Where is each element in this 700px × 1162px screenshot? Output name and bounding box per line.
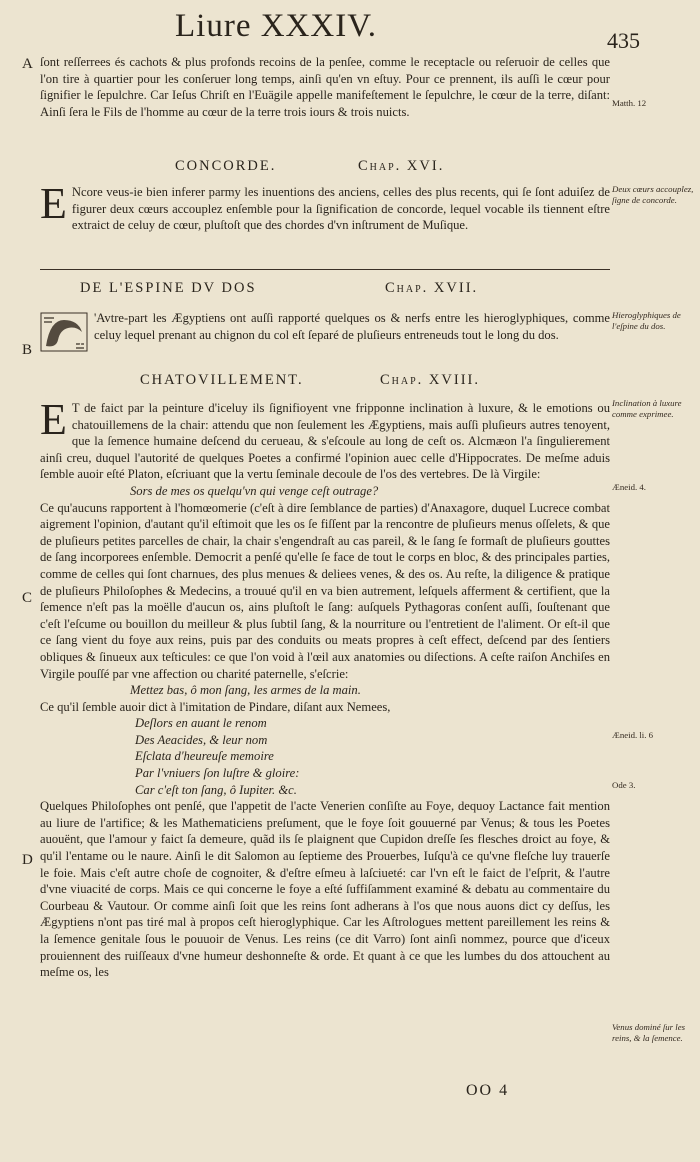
ornamental-letter: L <box>70 330 83 350</box>
section-letter-b: B <box>22 342 33 358</box>
book-title: Liure XXXIV. <box>175 8 378 44</box>
verse-line: Car c'eſt ton ſang, ô Iupiter. &c. <box>135 782 297 797</box>
margin-note-hieroglyphiques: Hieroglyphiques de l'eſpine du dos. <box>612 310 681 331</box>
signature-mark: OO 4 <box>466 1082 510 1099</box>
margin-note-concorde: Deux cœurs accouplez, ſigne de concorde. <box>612 184 694 205</box>
chapter-text-xviii <box>40 395 610 981</box>
margin-note-ode3: Ode 3. <box>612 780 636 790</box>
section-letter-d: D <box>22 852 33 868</box>
dropcap: E <box>40 179 67 228</box>
chapter-number: Chap. XVIII. <box>380 372 480 388</box>
page-number: 435 <box>607 28 640 53</box>
chapter-heading-xvi <box>40 158 610 180</box>
verse-line: Eſclata d'heureuſe memoire <box>135 749 274 764</box>
margin-note-aeneid6: Æneid. li. 6 <box>612 730 654 740</box>
chapter-number: Chap. XVII. <box>385 280 479 296</box>
chapter-paragraph: Ncore veus-ie bien inferer parmy les inuentions des anciens, celles des plus recents, qui ſe ſont aduiſez de figurer deux cœurs accouplez enſemble pour la ſignification de concorde, lequel vocable ils tiennent eſtre extraict de celuy de cœur, pluſtoſt que des chordes d'vn inſtrument de Muſique. <box>71 185 610 233</box>
chapter-number: Chap. XVI. <box>358 158 445 174</box>
chapter-paragraph-1: T de faict par la peinture d'iceluy ils ſignifioyent vne fripponne inclination à luxure, & le emotions ou chatouillemens de la chair: attendu que non ſeulement les Ægyptiens, mais auſſi pluſieurs autres tenoyent, que la ſemence humaine deſcend du cerueau, & s'eſcoule au long de ceſt os. Alcmæon l'a ſingulierement ainſi creu, duquel l'autorité de quelques Poetes a confirmé l'opinion auec celle d'Hippocrates. De meſme aduis ſemble auoir eſté Platon, eſcriuant que la vertu ſeminale decoule de l'os des vertebres. De là Virgile: <box>40 401 610 482</box>
verse-line: Sors de mes os quelqu'vn qui venge ceſt outrage? <box>130 483 379 498</box>
chapter-heading-xviii <box>40 372 610 394</box>
chapter-heading-xvii <box>40 280 610 302</box>
verse-line: Des Aeacides, & leur nom <box>135 732 268 747</box>
verse-line: Par l'vniuers ſon luſtre & gloire: <box>135 766 300 781</box>
section-rule <box>40 269 610 270</box>
margin-note-matth: Matth. 12 <box>612 98 647 108</box>
chapter-text-xvii <box>40 310 610 352</box>
section-letter-a: A <box>22 56 33 72</box>
chapter-paragraph-4: Quelques Philoſophes ont penſé, que l'appetit de l'acte Venerien conſiſte au Foye, dequoy Lactance fait mention au liure de l'artifice; & les Mathematiciens preſument, que le foye ſoit gouuerné par Venus; & tous les Poetes auouënt, que l'amour y faict ſa demeure, quãd ils ſe plaignent que Cupidon dreſſe ſes flesches droict au foye, & qu'il l'entame ou le naure. Ainſi le dit Salomon au ſeptieme des Prouerbes, Iuſqu'à ce qu'vne fleſche luy trauerſe le foie. Mais c'eſt autre choſe de cognoiter, & d'eſtre eſmeu à laſciueté: car l'vn eſt le faict de l'eſprit, & l'autre d'vne viuacité de corps. Mais ce qui concerne le foye a eſté ſuffiſamment examiné & debatu au commentaire du Courbeau & Vautour. Or comme ainſi ſoit que les reins ſont adherans à l'os que nous auons dict cy deſſus, les Ægyptiens n'ont pas tiré mal à propos ceſt hieroglyphique. Car les Aſtrologues mettent pareillement les reins & la ſemence genitale ſous le pouuoir de Venus. Les reins (ce dit Varro) ſont ainſi nommez, pource que d'iceux prouiennent des ruiſſeaux d'vne humeur deshonneſte & orde. Et quant à ce que les lumbes du dos attouchent au meſme os, les <box>40 799 610 980</box>
chapter-title: CONCORDE. <box>175 158 277 174</box>
verse-block <box>40 715 610 798</box>
ornamental-initial-icon <box>40 312 88 352</box>
margin-note-inclination: Inclination à luxure comme exprimee. <box>612 398 682 419</box>
margin-note-venus: Venus dominé ſur les reins, & la ſemence. <box>612 1022 686 1043</box>
margin-note-aeneid4: Æneid. 4. <box>612 482 646 492</box>
running-head <box>140 8 640 58</box>
chapter-paragraph: 'Avtre-part les Ægyptiens ont auſſi rapporté quelques os & nerfs entre les hieroglyphiques, comme celuy lequel prenant au chignon du col eſt ſeparé de pluſieurs entreneuds tout le long du dos. <box>94 311 610 342</box>
verse-line: Deſlors en auant le renom <box>135 716 267 731</box>
intro-paragraph: ſont reſſerrees és cachots & plus profonds recoins de la penſee, comme le receptacle ou reſeruoir de celles que l'on tire à quartier pour les conſeruer long temps, ainſi qu'en vn eſtuy. Pour ce prennent, ils auſſi le cœur pour ſignifier le ſepulchre. Car Ieſus Chriſt en l'Euägile appelle manifeſtement le ſepulchre, le cœur de la terre, diſant: Ainſi ſera le Fils de l'homme au cœur de la terre trois iours & trois nuicts. <box>40 55 610 119</box>
chapter-text-xvi <box>40 179 610 234</box>
chapter-paragraph-3: Ce qu'il ſemble auoir dict à l'imitation de Pindare, diſant aux Nemees, <box>40 699 391 714</box>
section-letter-c: C <box>22 590 33 606</box>
chapter-title: DE L'ESPINE DV DOS <box>80 280 257 296</box>
chapter-title: CHATOVILLEMENT. <box>140 372 304 388</box>
verse-line: Mettez bas, ô mon ſang, les armes de la main. <box>130 683 361 698</box>
dropcap: E <box>40 395 67 444</box>
chapter-paragraph-2: Ce qu'aucuns rapportent à l'homœomerie (c'eſt à dire ſemblance de parties) d'Anaxagore, duquel Lucrece combat aigrement l'opinion, d'autant qu'il eſtimoit que les os ſe fiſſent par la rencontre de pluſieurs menus oſſelets, & que de pluſieurs petites parcelles de chair, la chair s'engendraſt au cas pareil, & le ſang ſe formaſt de pluſieurs gouttes de ſang incorporees enſemble. Democrit a penſé qu'elle ſe face de tout le corps en bloc, & des principales parties, comme de celles qui ſont charnues, des plus menues & deliees venes, & des os. Au reſte, la diligence & pratique de pluſieurs Philoſophes & Medecins, a trouué qu'il en va bien autrement, leſquels afferment & certifient, que la ſemence n'eſt pas la moëlle d'aucun os, ains pluſtoſt le ſang: auſquels Pythagoras conſent auſſi, ſouſtenant que c'eſt l'eſcume ou bouillon du meilleur & plus ſubtil ſang, & la nourriture ou l'entretient de l'aliment. Or eſt-il que ce ſang vient du foye aux reins, puis par des conduits ou meats propres à ceſt effect, deſcend par des ſentiers obliques & ſinueux aux teſticules: ce que l'on void à l'œil aux anatomies ou diſections. A ceſte raiſon Anchiſes en Virgile pouſſé par vne affection ou charité paternelle, s'eſcrie: <box>40 500 610 681</box>
